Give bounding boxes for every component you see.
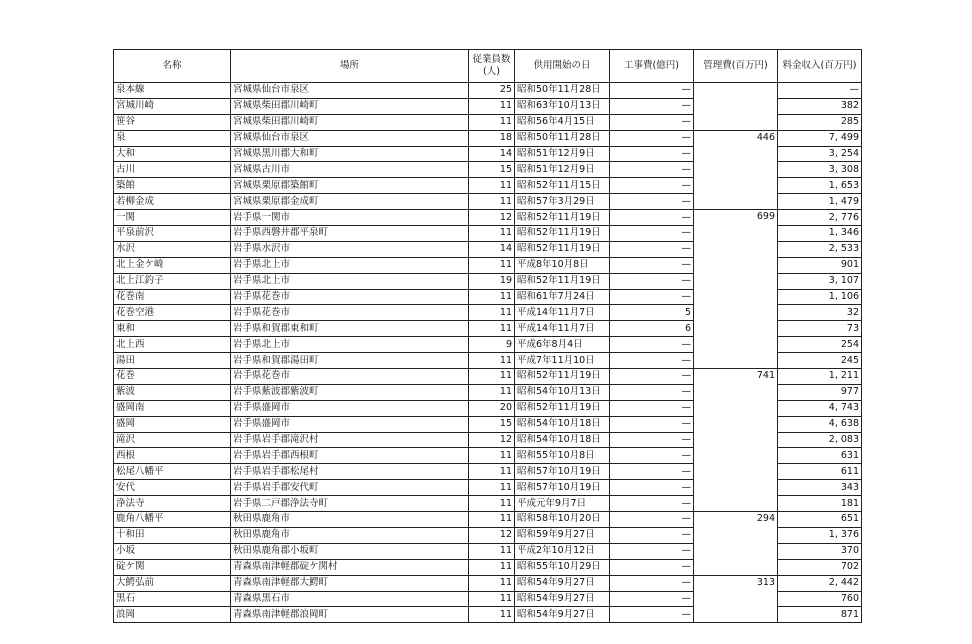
cell-place: 青森県黒石市 [231,591,469,607]
cell-name: 一関 [114,210,231,226]
cell-open-date: 昭和54年9月27日 [515,575,610,591]
cell-open-date: 平成2年10月12日 [515,543,610,559]
cell-name: 北上西 [114,337,231,353]
cell-name: 花巻空港 [114,305,231,321]
cell-management-cost: 313 [694,575,778,623]
cell-name: 滝沢 [114,432,231,448]
cell-toll-revenue: 370 [778,543,862,559]
table-body [114,83,862,623]
cell-employees: 12 [469,210,515,226]
cell-place: 岩手県北上市 [231,273,469,289]
cell-construction-cost: — [610,226,694,242]
cell-open-date: 昭和51年12月9日 [515,162,610,178]
cell-place: 岩手県一関市 [231,210,469,226]
cell-open-date: 昭和61年7月24日 [515,289,610,305]
cell-name: 松尾八幡平 [114,464,231,480]
cell-employees: 11 [469,559,515,575]
cell-open-date: 昭和54年10月18日 [515,432,610,448]
cell-place: 宮城県仙台市泉区 [231,130,469,146]
cell-open-date: 昭和52年11月19日 [515,210,610,226]
cell-place: 岩手県和賀郡湯田町 [231,353,469,369]
cell-toll-revenue: 2, 083 [778,432,862,448]
header-management-cost: 管理費(百万円) [694,50,778,83]
cell-toll-revenue: 871 [778,607,862,623]
cell-place: 宮城県柴田郡川崎町 [231,98,469,114]
cell-open-date: 昭和63年10月13日 [515,98,610,114]
toll-office-table [113,49,862,623]
cell-toll-revenue: 3, 107 [778,273,862,289]
cell-place: 岩手県花巻市 [231,369,469,385]
cell-name: 盛岡南 [114,400,231,416]
cell-employees: 19 [469,273,515,289]
cell-management-cost: 741 [694,369,778,512]
cell-place: 宮城県仙台市泉区 [231,83,469,99]
cell-construction-cost: — [610,575,694,591]
cell-open-date: 昭和52年11月19日 [515,241,610,257]
cell-construction-cost: 6 [610,321,694,337]
cell-employees: 25 [469,83,515,99]
cell-place: 秋田県鹿角市 [231,527,469,543]
cell-management-cost: 699 [694,210,778,369]
cell-construction-cost: — [610,527,694,543]
table-row [114,130,862,146]
header-employees-line1: 従業員数 [472,54,511,65]
cell-employees: 11 [469,384,515,400]
header-row [114,50,862,83]
cell-name: 紫波 [114,384,231,400]
cell-construction-cost: — [610,384,694,400]
cell-employees: 18 [469,130,515,146]
cell-name: 古川 [114,162,231,178]
cell-name: 湯田 [114,353,231,369]
cell-name: 鹿角八幡平 [114,512,231,528]
cell-toll-revenue: 4, 638 [778,416,862,432]
cell-toll-revenue: 4, 743 [778,400,862,416]
cell-construction-cost: — [610,273,694,289]
cell-toll-revenue: 702 [778,559,862,575]
header-employees [469,50,515,83]
cell-place: 宮城県栗原郡築館町 [231,178,469,194]
cell-construction-cost: — [610,337,694,353]
cell-management-cost: 294 [694,512,778,576]
cell-open-date: 昭和52年11月19日 [515,273,610,289]
cell-construction-cost: 5 [610,305,694,321]
cell-construction-cost: — [610,496,694,512]
cell-open-date: 平成元年9月7日 [515,496,610,512]
cell-construction-cost: — [610,289,694,305]
cell-open-date: 平成14年11月7日 [515,321,610,337]
cell-toll-revenue: 245 [778,353,862,369]
cell-employees: 11 [469,591,515,607]
cell-toll-revenue: 1, 376 [778,527,862,543]
cell-toll-revenue: 3, 308 [778,162,862,178]
cell-name: 大鰐弘前 [114,575,231,591]
header-toll-revenue: 料金収入(百万円) [778,50,862,83]
cell-management-cost: 446 [694,130,778,209]
cell-place: 宮城県古川市 [231,162,469,178]
cell-name: 十和田 [114,527,231,543]
cell-name: 北上江釣子 [114,273,231,289]
cell-employees: 11 [469,543,515,559]
cell-toll-revenue: 343 [778,480,862,496]
header-open-date: 供用開始の日 [515,50,610,83]
cell-toll-revenue: 1, 479 [778,194,862,210]
table-row [114,210,862,226]
cell-place: 岩手県西磐井郡平泉町 [231,226,469,242]
cell-employees: 11 [469,114,515,130]
cell-construction-cost: — [610,543,694,559]
cell-place: 岩手県花巻市 [231,305,469,321]
header-place: 場所 [231,50,469,83]
cell-name: 盛岡 [114,416,231,432]
cell-name: 築館 [114,178,231,194]
cell-name: 浄法寺 [114,496,231,512]
cell-toll-revenue: 73 [778,321,862,337]
cell-open-date: 平成6年8月4日 [515,337,610,353]
cell-name: 浪岡 [114,607,231,623]
cell-construction-cost: — [610,210,694,226]
cell-construction-cost: — [610,480,694,496]
cell-employees: 11 [469,305,515,321]
cell-open-date: 昭和57年10月19日 [515,480,610,496]
cell-construction-cost: — [610,559,694,575]
cell-employees: 11 [469,257,515,273]
cell-employees: 14 [469,146,515,162]
cell-employees: 11 [469,464,515,480]
cell-open-date: 昭和55年10月29日 [515,559,610,575]
cell-toll-revenue: 631 [778,448,862,464]
cell-name: 西根 [114,448,231,464]
cell-construction-cost: — [610,98,694,114]
cell-toll-revenue: 32 [778,305,862,321]
cell-name: 泉 [114,130,231,146]
cell-name: 平泉前沢 [114,226,231,242]
cell-name: 花巻南 [114,289,231,305]
cell-toll-revenue: 611 [778,464,862,480]
cell-place: 青森県南津軽郡浪岡町 [231,607,469,623]
cell-place: 岩手県岩手郡松尾村 [231,464,469,480]
cell-open-date: 昭和50年11月28日 [515,83,610,99]
cell-construction-cost: — [610,416,694,432]
cell-name: 若柳金成 [114,194,231,210]
cell-open-date: 昭和56年4月15日 [515,114,610,130]
cell-place: 宮城県柴田郡川崎町 [231,114,469,130]
cell-construction-cost: — [610,130,694,146]
cell-toll-revenue: — [778,83,862,99]
cell-toll-revenue: 181 [778,496,862,512]
cell-construction-cost: — [610,448,694,464]
cell-place: 岩手県二戸郡浄法寺町 [231,496,469,512]
cell-place: 岩手県岩手郡滝沢村 [231,432,469,448]
cell-name: 花巻 [114,369,231,385]
cell-toll-revenue: 2, 776 [778,210,862,226]
cell-name: 水沢 [114,241,231,257]
cell-employees: 20 [469,400,515,416]
cell-toll-revenue: 254 [778,337,862,353]
cell-employees: 12 [469,527,515,543]
cell-toll-revenue: 2, 442 [778,575,862,591]
cell-toll-revenue: 1, 346 [778,226,862,242]
cell-toll-revenue: 901 [778,257,862,273]
cell-construction-cost: — [610,257,694,273]
cell-construction-cost: — [610,400,694,416]
cell-employees: 14 [469,241,515,257]
cell-place: 宮城県栗原郡金成町 [231,194,469,210]
cell-place: 宮城県黒川郡大和町 [231,146,469,162]
cell-open-date: 昭和51年12月9日 [515,146,610,162]
cell-toll-revenue: 760 [778,591,862,607]
cell-employees: 11 [469,353,515,369]
cell-toll-revenue: 1, 106 [778,289,862,305]
cell-place: 岩手県花巻市 [231,289,469,305]
cell-place: 岩手県岩手郡西根町 [231,448,469,464]
cell-name: 北上金ケ崎 [114,257,231,273]
cell-name: 黒石 [114,591,231,607]
cell-place: 岩手県紫波郡紫波町 [231,384,469,400]
cell-employees: 9 [469,337,515,353]
cell-place: 青森県南津軽郡碇ケ関村 [231,559,469,575]
cell-open-date: 昭和54年10月13日 [515,384,610,400]
cell-open-date: 昭和55年10月8日 [515,448,610,464]
cell-employees: 11 [469,321,515,337]
cell-employees: 11 [469,480,515,496]
cell-name: 宮城川崎 [114,98,231,114]
cell-place: 岩手県北上市 [231,257,469,273]
cell-name: 泉本線 [114,83,231,99]
cell-construction-cost: — [610,512,694,528]
cell-toll-revenue: 285 [778,114,862,130]
cell-place: 岩手県北上市 [231,337,469,353]
cell-open-date: 昭和52年11月15日 [515,178,610,194]
cell-toll-revenue: 1, 653 [778,178,862,194]
cell-employees: 11 [469,369,515,385]
cell-construction-cost: — [610,114,694,130]
header-employees-line2: (人) [483,66,500,77]
cell-place: 岩手県盛岡市 [231,400,469,416]
cell-place: 秋田県鹿角市 [231,512,469,528]
header-construction-cost: 工事費(億円) [610,50,694,83]
table-row [114,369,862,385]
cell-place: 秋田県鹿角郡小坂町 [231,543,469,559]
cell-employees: 11 [469,575,515,591]
cell-employees: 15 [469,416,515,432]
cell-employees: 11 [469,496,515,512]
cell-construction-cost: — [610,591,694,607]
cell-toll-revenue: 651 [778,512,862,528]
cell-toll-revenue: 1, 211 [778,369,862,385]
cell-open-date: 昭和57年10月19日 [515,464,610,480]
cell-employees: 11 [469,98,515,114]
cell-open-date: 昭和59年9月27日 [515,527,610,543]
cell-open-date: 昭和54年10月18日 [515,416,610,432]
cell-employees: 15 [469,162,515,178]
cell-name: 大和 [114,146,231,162]
table-row [114,83,862,99]
cell-construction-cost: — [610,83,694,99]
cell-name: 碇ケ関 [114,559,231,575]
cell-construction-cost: — [610,194,694,210]
cell-employees: 11 [469,448,515,464]
cell-construction-cost: — [610,353,694,369]
cell-place: 岩手県岩手郡安代町 [231,480,469,496]
cell-toll-revenue: 3, 254 [778,146,862,162]
cell-open-date: 昭和52年11月19日 [515,369,610,385]
cell-open-date: 昭和58年10月20日 [515,512,610,528]
cell-toll-revenue: 7, 499 [778,130,862,146]
cell-employees: 11 [469,194,515,210]
cell-employees: 12 [469,432,515,448]
cell-construction-cost: — [610,369,694,385]
cell-toll-revenue: 2, 533 [778,241,862,257]
cell-name: 安代 [114,480,231,496]
cell-construction-cost: — [610,241,694,257]
cell-employees: 11 [469,226,515,242]
cell-name: 小坂 [114,543,231,559]
cell-toll-revenue: 382 [778,98,862,114]
cell-place: 岩手県和賀郡東和町 [231,321,469,337]
header-name: 名称 [114,50,231,83]
table-row [114,575,862,591]
table-row [114,512,862,528]
cell-open-date: 昭和52年11月19日 [515,226,610,242]
cell-employees: 11 [469,512,515,528]
cell-place: 岩手県盛岡市 [231,416,469,432]
cell-construction-cost: — [610,178,694,194]
cell-construction-cost: — [610,432,694,448]
cell-construction-cost: — [610,162,694,178]
cell-employees: 11 [469,607,515,623]
cell-name: 笹谷 [114,114,231,130]
cell-employees: 11 [469,178,515,194]
cell-employees: 11 [469,289,515,305]
cell-name: 東和 [114,321,231,337]
cell-open-date: 平成14年11月7日 [515,305,610,321]
cell-management-cost [694,83,778,131]
cell-place: 青森県南津軽郡大鰐町 [231,575,469,591]
cell-construction-cost: — [610,607,694,623]
cell-open-date: 昭和54年9月27日 [515,607,610,623]
cell-construction-cost: — [610,464,694,480]
cell-construction-cost: — [610,146,694,162]
cell-open-date: 昭和52年11月19日 [515,400,610,416]
cell-toll-revenue: 977 [778,384,862,400]
cell-open-date: 平成8年10月8日 [515,257,610,273]
cell-open-date: 昭和54年9月27日 [515,591,610,607]
cell-place: 岩手県水沢市 [231,241,469,257]
cell-open-date: 昭和57年3月29日 [515,194,610,210]
cell-open-date: 昭和50年11月28日 [515,130,610,146]
cell-open-date: 平成7年11月10日 [515,353,610,369]
